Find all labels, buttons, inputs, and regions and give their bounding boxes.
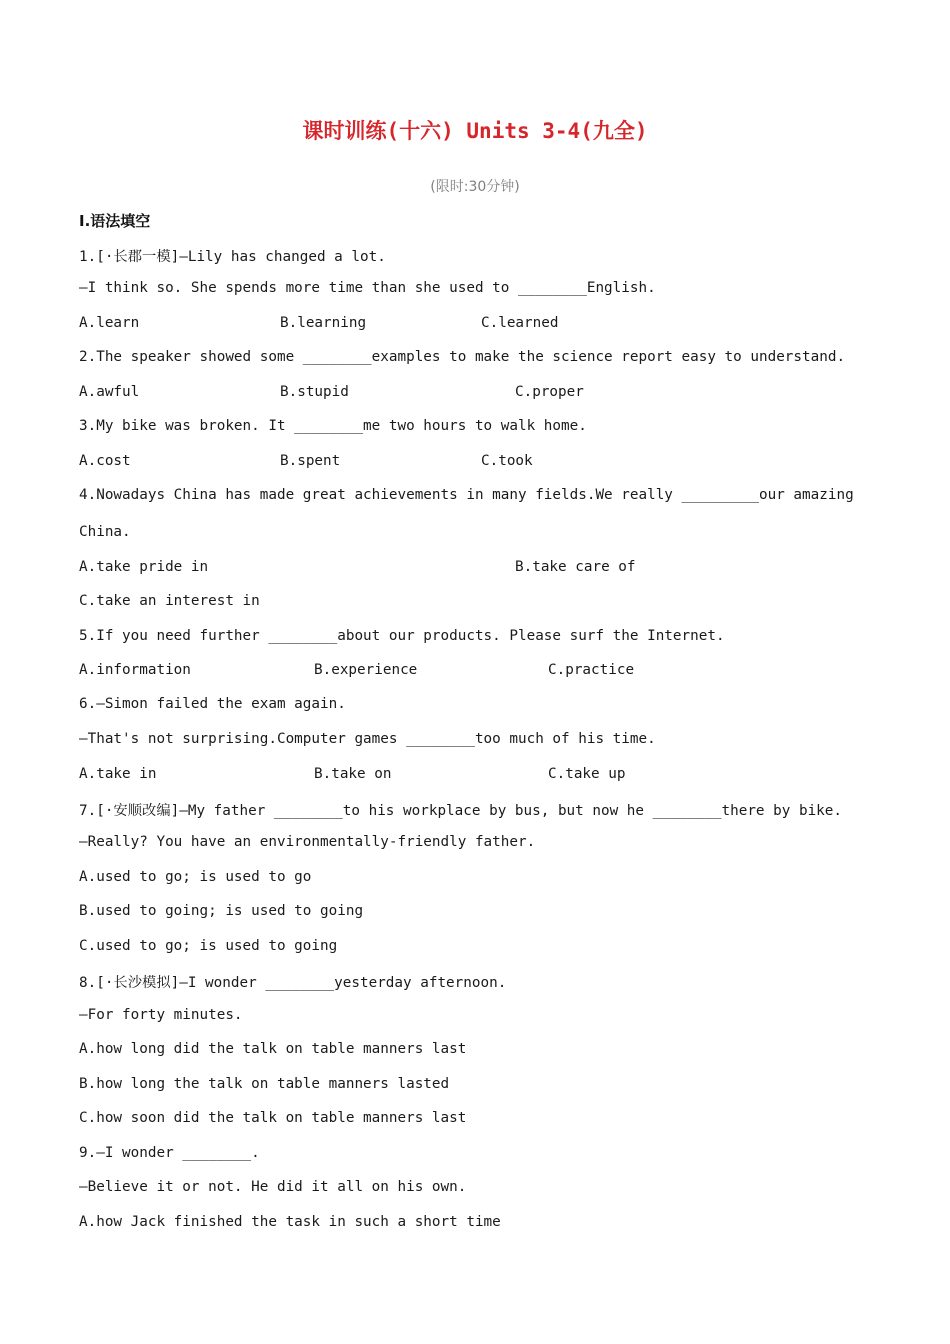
question-3-option-c: C.took <box>481 453 533 469</box>
question-1-option-a: A.learn <box>79 315 140 331</box>
question-9-reply: —Believe it or not. He did it all on his own. <box>79 1179 467 1195</box>
question-2-option-c: C.proper <box>515 384 584 400</box>
question-8-option-a: A.how long did the talk on table manners last <box>79 1041 467 1057</box>
question-6-option-b: B.take on <box>314 766 392 782</box>
question-7-option-c: C.used to go; is used to going <box>79 938 338 954</box>
question-4-option-c: C.take an interest in <box>79 593 260 609</box>
question-3-option-b: B.spent <box>280 453 341 469</box>
question-1-option-c: C.learned <box>481 315 559 331</box>
question-3-stem: 3.My bike was broken. It ________me two hours to walk home. <box>79 418 587 434</box>
question-7-reply: —Really? You have an environmentally-friendly father. <box>79 834 536 850</box>
question-6-option-c: C.take up <box>548 766 626 782</box>
question-7-stem: 7.[·安顺改编]—My father ________to his workplace by bus, but now he ________there by bike. <box>79 803 842 819</box>
question-7-option-a: A.used to go; is used to go <box>79 869 312 885</box>
question-8-reply: —For forty minutes. <box>79 1007 243 1023</box>
question-8-stem: 8.[·长沙模拟]—I wonder ________yesterday afternoon. <box>79 975 507 991</box>
question-2-stem: 2.The speaker showed some ________examples to make the science report easy to understand. <box>79 349 846 365</box>
time-limit: (限时:30分钟) <box>430 179 520 195</box>
question-8-option-b: B.how long the talk on table manners lasted <box>79 1076 450 1092</box>
question-5-stem: 5.If you need further ________about our products. Please surf the Internet. <box>79 628 725 644</box>
question-5-option-a: A.information <box>79 662 191 678</box>
question-8-option-c: C.how soon did the talk on table manners last <box>79 1110 467 1126</box>
section-heading: Ⅰ.语法填空 <box>79 212 151 230</box>
question-4-option-b: B.take care of <box>515 559 636 575</box>
question-1-reply: —I think so. She spends more time than she used to ________English. <box>79 280 656 296</box>
question-2-option-a: A.awful <box>79 384 140 400</box>
page-title: 课时训练(十六) Units 3-4(九全) <box>302 119 648 143</box>
question-9-stem: 9.—I wonder ________. <box>79 1145 260 1161</box>
question-5-option-b: B.experience <box>314 662 418 678</box>
question-1-stem: 1.[·长郡一模]—Lily has changed a lot. <box>79 249 386 265</box>
question-7-option-b: B.used to going; is used to going <box>79 903 364 919</box>
question-1-option-b: B.learning <box>280 315 367 331</box>
question-6-option-a: A.take in <box>79 766 157 782</box>
question-6-stem: 6.—Simon failed the exam again. <box>79 696 346 712</box>
question-3-option-a: A.cost <box>79 453 131 469</box>
question-5-option-c: C.practice <box>548 662 635 678</box>
question-9-option-a: A.how Jack finished the task in such a short time <box>79 1214 501 1230</box>
question-4-stem-continued: China. <box>79 524 131 540</box>
question-6-reply: —That's not surprising.Computer games ________too much of his time. <box>79 731 656 747</box>
question-4-stem: 4.Nowadays China has made great achievements in many fields.We really _________our amazing <box>79 487 854 503</box>
question-2-option-b: B.stupid <box>280 384 349 400</box>
question-4-option-a: A.take pride in <box>79 559 209 575</box>
